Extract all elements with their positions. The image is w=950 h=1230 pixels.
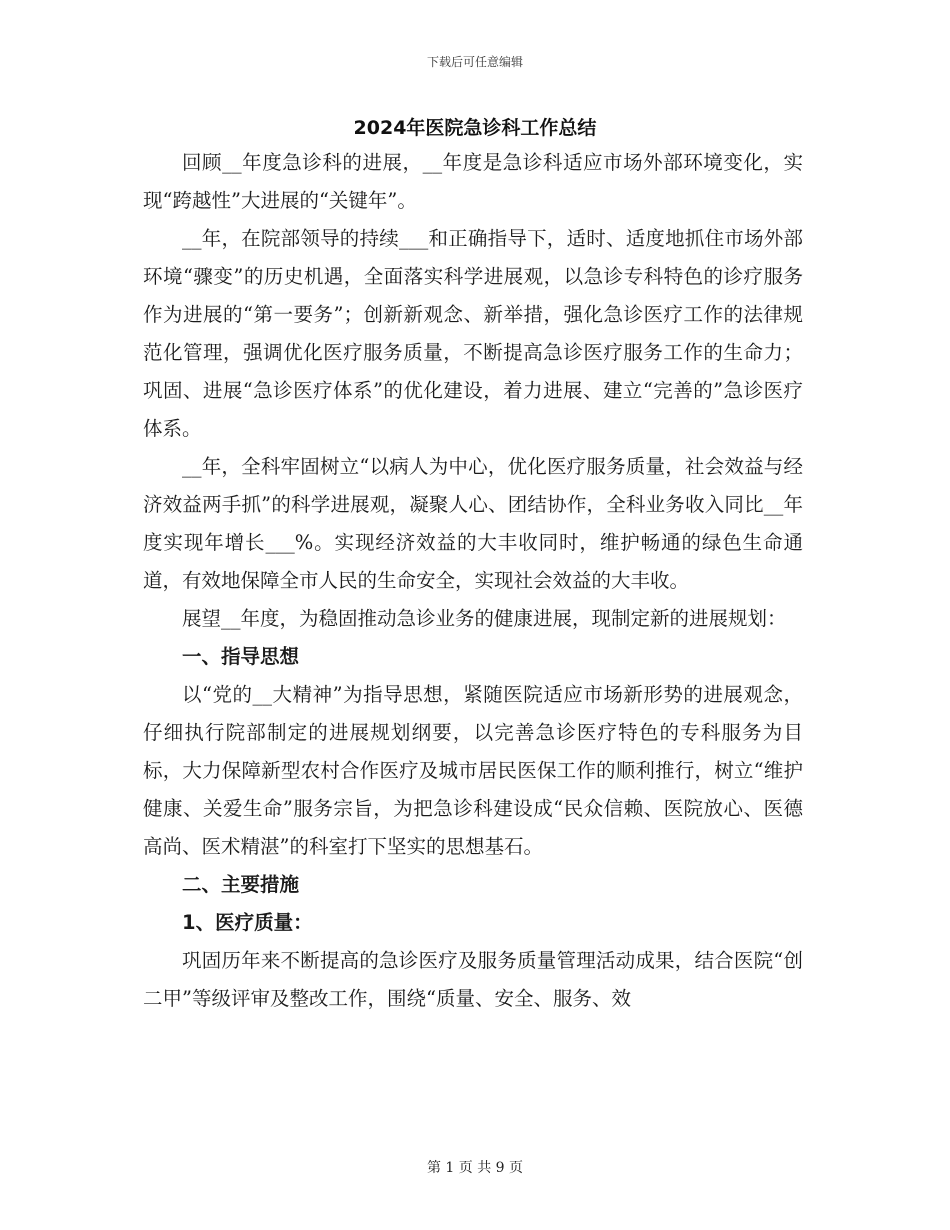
paragraph-review: 回顾__年度急诊科的进展，__年度是急诊科适应市场外部环境变化，实现“跨越性”大进展的“关键年”。 [143, 151, 803, 212]
paragraph-leadership: __年，在院部领导的持续___和正确指导下，适时、适度地抓住市场外部环境“骤变”的历史机遇，全面落实科学进展观，以急诊专科特色的诊疗服务作为进展的“第一要务”；创新新观念、新举措，强化急诊医疗工作的法律规范化管理，强调优化医疗服务质量，不断提高急诊医疗服务工作的生命力；巩固、进展“急诊医疗体系”的优化建设，着力进展、建立“完善的”急诊医疗体系。 [143, 227, 803, 440]
paragraph-medical-quality: 巩固历年来不断提高的急诊医疗及服务质量管理活动成果，结合医院“创二甲”等级评审及整改工作，围绕“质量、安全、服务、效 [143, 949, 803, 1010]
document-body [143, 144, 803, 1018]
page-footer: 第 1 页 共 9 页 [426, 1160, 524, 1176]
section-heading-main-measures: 二、主要措施 [182, 873, 300, 896]
header-note: 下载后可任意编辑 [426, 55, 523, 69]
document-title: 2024年医院急诊科工作总结 [353, 117, 597, 139]
section-heading-guiding-ideology: 一、指导思想 [182, 645, 300, 668]
paragraph-results: __年，全科牢固树立“以病人为中心，优化医疗服务质量，社会效益与经济效益两手抓”的科学进展观，凝聚人心、团结协作，全科业务收入同比__年度实现年增长___%。实现经济效益的大丰收同时，维护畅通的绿色生命通道，有效地保障全市人民的生命安全，实现社会效益的大丰收。 [143, 455, 803, 592]
subsection-heading-medical-quality: 1、医疗质量： [182, 911, 313, 934]
paragraph-guiding-ideology: 以“党的__大精神”为指导思想，紧随医院适应市场新形势的进展观念，仔细执行院部制定的进展规划纲要，以完善急诊医疗特色的专科服务为目标，大力保障新型农村合作医疗及城市居民医保工作的顺利推行，树立“维护健康、关爱生命”服务宗旨，为把急诊科建设成“民众信赖、医院放心、医德高尚、医术精湛”的科室打下坚实的思想基石。 [143, 683, 803, 858]
paragraph-outlook: 展望__年度，为稳固推动急诊业务的健康进展，现制定新的进展规划： [182, 607, 787, 630]
